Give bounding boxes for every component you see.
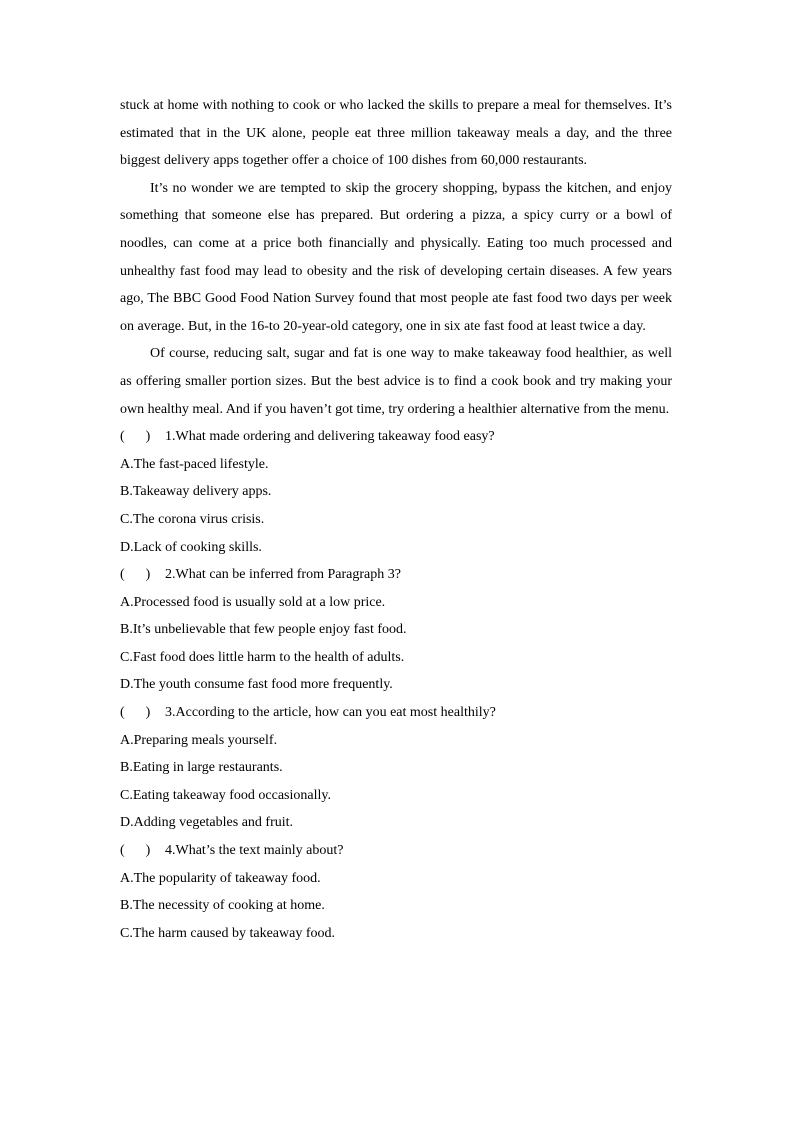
option-c: C.Eating takeaway food occasionally. [120, 787, 331, 803]
option-a: A.The fast-paced lifestyle. [120, 456, 269, 472]
option-c: C.The corona virus crisis. [120, 511, 265, 527]
option-b: B.Eating in large restaurants. [120, 760, 283, 776]
option-b: B.The necessity of cooking at home. [120, 898, 325, 914]
question-text: 3.According to the article, how can you eat most healthily? [165, 705, 496, 721]
question-4 [120, 837, 672, 947]
option-d: D.Adding vegetables and fruit. [120, 815, 294, 831]
document-page [120, 92, 672, 947]
option-d: D.The youth consume fast food more frequently. [120, 677, 393, 693]
reading-passage [120, 92, 672, 423]
option-d: D.Lack of cooking skills. [120, 539, 262, 555]
question-2 [120, 561, 672, 699]
question-text: 4.What’s the text mainly about? [165, 843, 344, 859]
answer-bracket[interactable]: ( ) [120, 843, 151, 859]
option-a: A.Preparing meals yourself. [120, 732, 278, 748]
question-stem [120, 423, 672, 451]
question-stem [120, 837, 672, 865]
question-stem [120, 561, 672, 589]
question-3 [120, 699, 672, 837]
passage-paragraph-1: stuck at home with nothing to cook or who lacked the skills to prepare a meal for themselves. It’s estimated that in the UK alone, people eat three million takeaway meals a day, and the three biggest delivery apps together offer a choice of 100 dishes from 60,000 restaurants. [120, 98, 672, 169]
option-b: B.Takeaway delivery apps. [120, 484, 272, 500]
option-a: A.The popularity of takeaway food. [120, 870, 321, 886]
question-1 [120, 423, 672, 561]
question-stem [120, 699, 672, 727]
option-c: C.The harm caused by takeaway food. [120, 925, 335, 941]
passage-paragraph-2: It’s no wonder we are tempted to skip the grocery shopping, bypass the kitchen, and enjoy something that someone else has prepared. But ordering a pizza, a spicy curry or a bowl of noodles, can come at a price both financially and physically. Eating too much processed and unhealthy fast food may lead to obesity and the risk of developing certain diseases. A few years ago, The BBC Good Food Nation Survey found that most people ate fast food two days per week on average. But, in the 16-to 20-year-old category, one in six ate fast food at least twice a day. [120, 180, 672, 334]
option-a: A.Processed food is usually sold at a low price. [120, 594, 386, 610]
answer-bracket[interactable]: ( ) [120, 567, 151, 583]
answer-bracket[interactable]: ( ) [120, 429, 151, 445]
question-text: 1.What made ordering and delivering takeaway food easy? [165, 429, 495, 445]
passage-paragraph-3: Of course, reducing salt, sugar and fat is one way to make takeaway food healthier, as well as offering smaller portion sizes. But the best advice is to find a cook book and try making your own healthy meal. And if you haven’t got time, try ordering a healthier alternative from the menu. [120, 346, 672, 417]
answer-bracket[interactable]: ( ) [120, 705, 151, 721]
option-b: B.It’s unbelievable that few people enjoy fast food. [120, 622, 407, 638]
option-c: C.Fast food does little harm to the health of adults. [120, 649, 405, 665]
question-text: 2.What can be inferred from Paragraph 3? [165, 567, 401, 583]
